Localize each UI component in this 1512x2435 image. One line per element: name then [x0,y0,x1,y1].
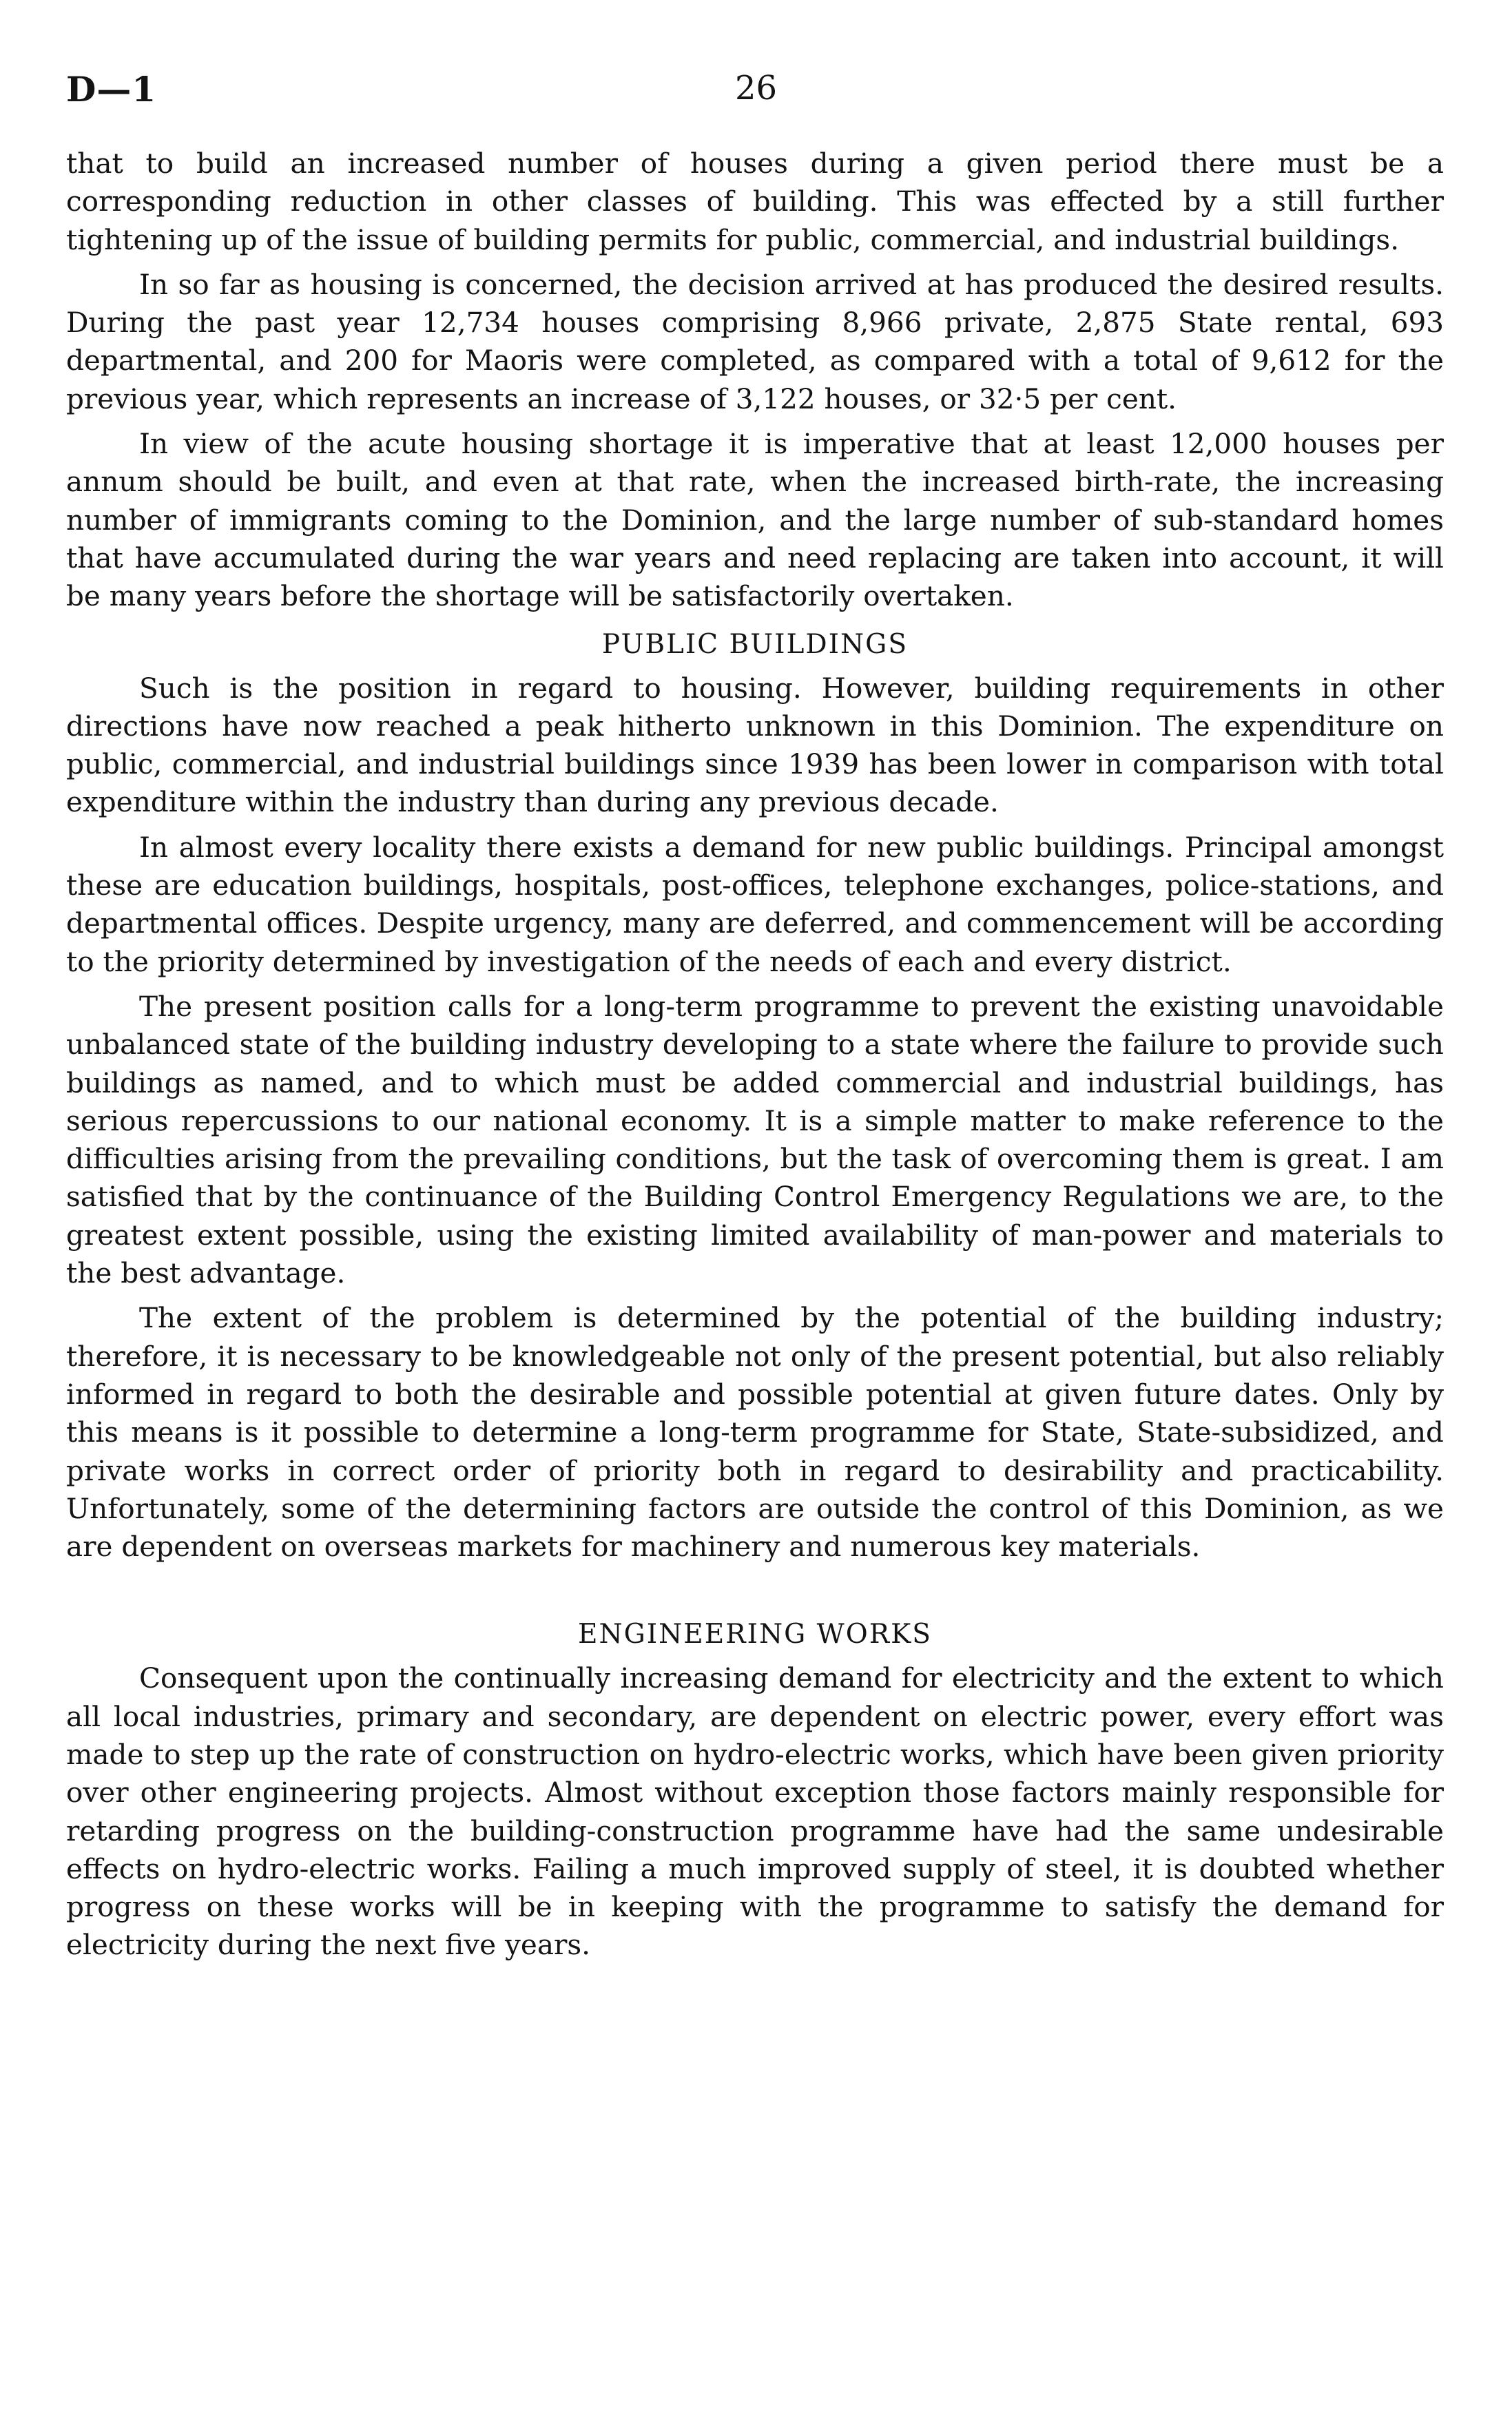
body-text [66,145,1444,1971]
page-header [66,69,1446,110]
paragraph-public-buildings-demand: In almost every locality there exists a demand for new public buildings. Principal amongst these are education buildings, hospitals, post-offices, telephone exchanges, police-stations, and departmental offices. Despite urgency, many are deferred, and commencement will be according to the priority determined by investigation of the needs of each and every district. [66,830,1444,978]
paragraph-housing-shortage: In view of the acute housing shortage it is imperative that at least 12,000 houses per annum should be built, and even at that rate, when the increased birth-rate, the increasing number of immigrants coming to the Dominion, and the large number of sub-standard homes that have accumulated during the war years and need replacing are taken into account, it will be many years before the shortage will be satisfactorily overtaken. [66,427,1444,613]
heading-public-buildings: PUBLIC BUILDINGS [601,628,909,660]
paragraph-housing-results: In so far as housing is concerned, the decision arrived at has produced the desired results. During the past year 12,734 houses comprising 8,966 private, 2,875 State rental, 693 departmental, and 200 for Maoris were completed, as compared with a total of 9,612 for the previous year, which represents an increase of 3,122 houses, or 32·5 per cent. [66,267,1444,415]
paragraph-public-buildings-programme: The present position calls for a long-term programme to prevent the existing unavoidable unbalanced state of the building industry developing to a state where the failure to provide such buildings as named, and to which must be added commercial and industrial buildings, has serious repercussions to our national economy. It is a simple matter to make reference to the difficulties arising from the prevailing conditions, but the task of overcoming them is great. I am satisfied that by the continuance of the Building Control Emergency Regulations we are, to the greatest extent possible, using the existing limited availability of man-power and materials to the best advantage. [66,989,1444,1290]
paragraph-public-buildings-position: Such is the position in regard to housing. However, building requirements in other directions have now reached a peak hitherto unknown in this Dominion. The expenditure on public, commercial, and industrial buildings since 1939 has been lower in comparison with total expenditure within the industry than during any previous decade. [66,671,1444,819]
paragraph-engineering-works: Consequent upon the continually increasing demand for electricity and the extent to which all local industries, primary and secondary, are dependent on electric power, every effort was made to step up the rate of construction on hydro-electric works, which have been given priority over other engineering projects. Almost without exception those factors mainly responsible for retarding progress on the building-construction programme have had the same undesirable effects on hydro-electric works. Failing a much improved supply of steel, it is doubted whether progress on these works will be in keeping with the programme to satisfy the demand for electricity during the next five years. [66,1661,1444,1962]
page-number: 26 [734,69,778,107]
document-code: D—1 [66,69,157,110]
paragraph-continuation: that to build an increased number of houses during a given period there must be a corresponding reduction in other classes of building. This was effected by a still further tightening up of the issue of building permits for public, commercial, and industrial buildings. [66,147,1444,256]
paragraph-public-buildings-potential: The extent of the problem is determined by the potential of the building industry; therefore, it is necessary to be knowledgeable not only of the present potential, but also reliably informed in regard to both the desirable and possible potential at given future dates. Only by this means is it possible to determine a long-term programme for State, State-subsidized, and private works in correct order of priority both in regard to desirability and practicability. Unfortunately, some of the determining factors are outside the control of this Dominion, as we are dependent on overseas markets for machinery and numerous key materials. [66,1301,1444,1564]
heading-engineering-works: ENGINEERING WORKS [578,1619,932,1650]
